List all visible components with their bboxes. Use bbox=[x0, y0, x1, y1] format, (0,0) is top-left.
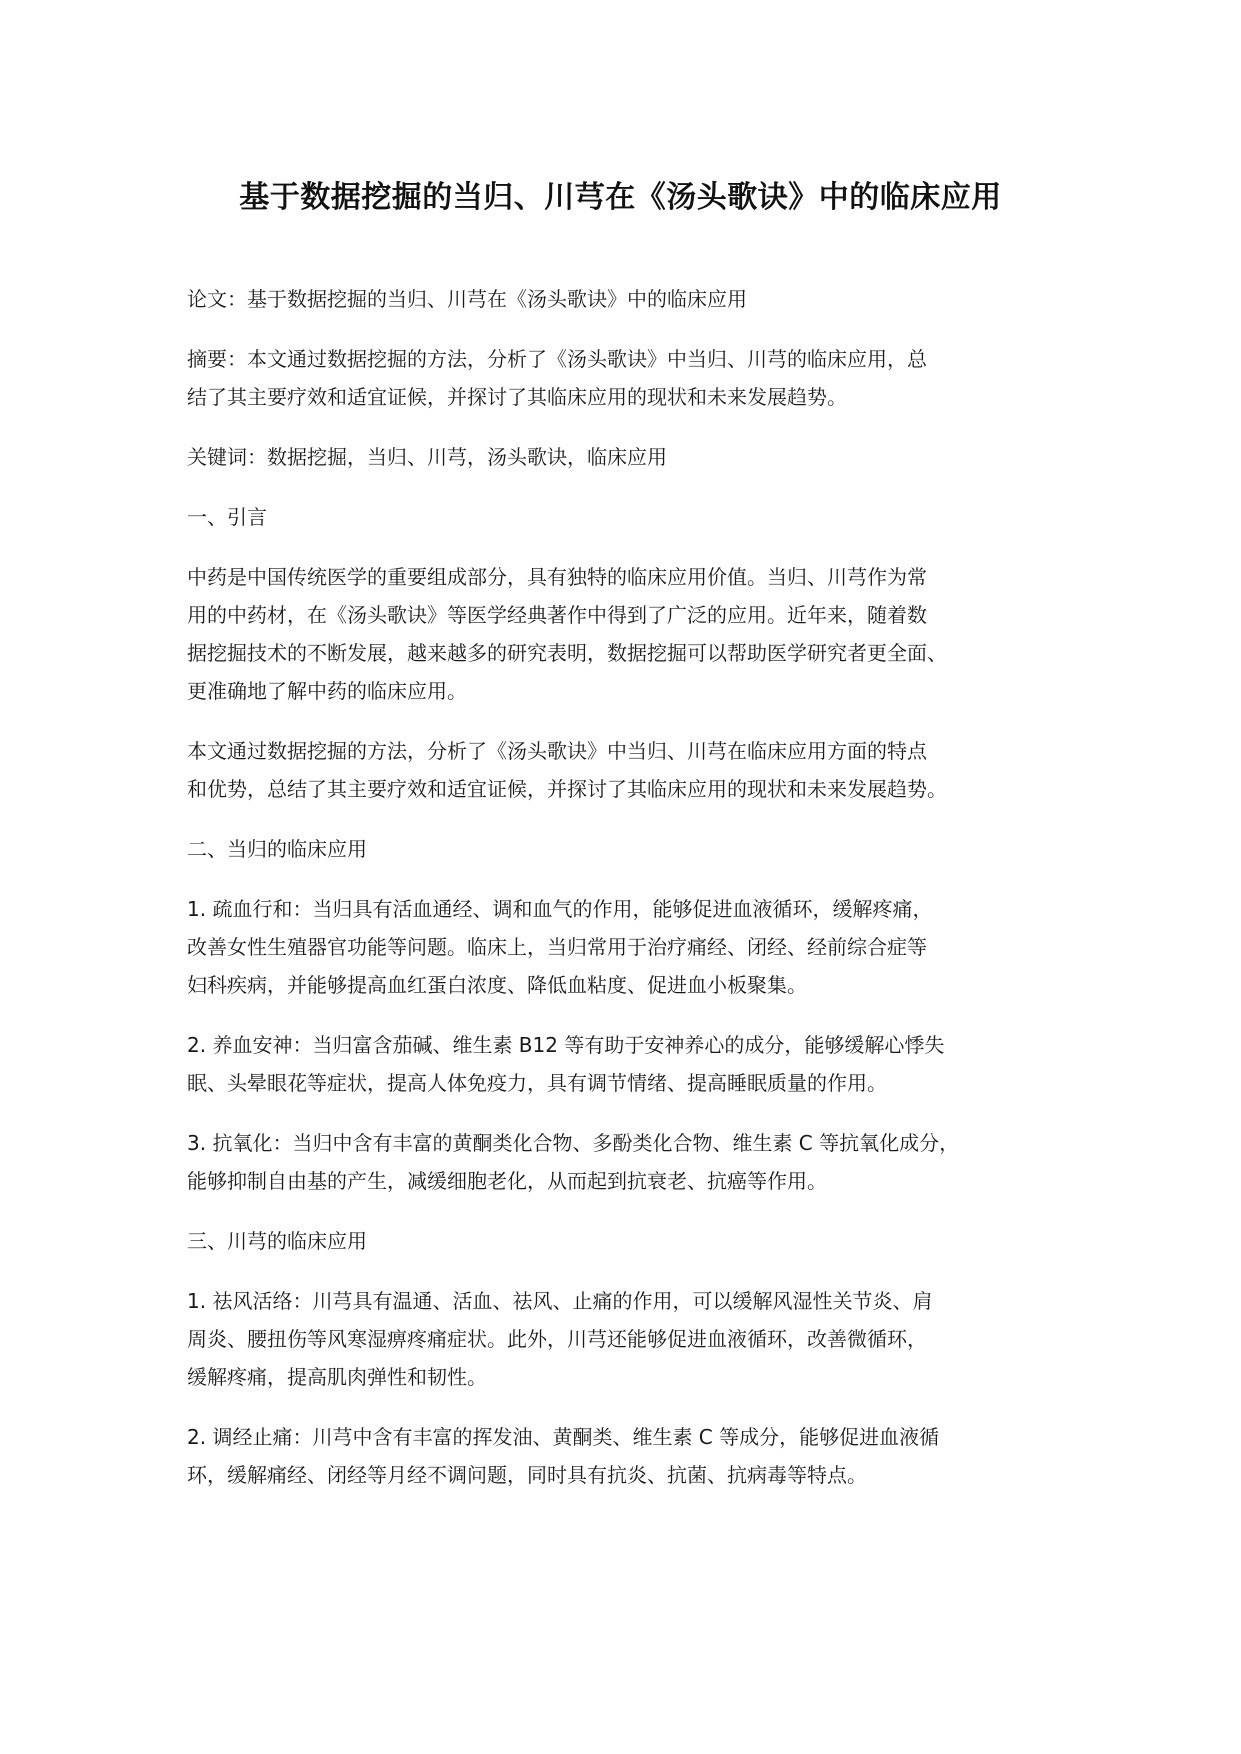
document-body bbox=[187, 280, 1067, 1516]
paragraph-line: 2. 养血安神：当归富含茄碱、维生素 B12 等有助于安神养心的成分，能够缓解心悸失 bbox=[187, 1033, 945, 1057]
section-heading-introduction: 一、引言 bbox=[187, 505, 267, 529]
paragraph-line: 和优势，总结了其主要疗效和适宜证候，并探讨了其临床应用的现状和未来发展趋势。 bbox=[187, 777, 947, 801]
paper-line-text: 论文：基于数据挖掘的当归、川芎在《汤头歌诀》中的临床应用 bbox=[187, 287, 747, 311]
section-heading-chuanxiong: 三、川芎的临床应用 bbox=[187, 1229, 367, 1253]
chuanxiong-item-1 bbox=[187, 1282, 1067, 1396]
paragraph-line: 更准确地了解中药的临床应用。 bbox=[187, 679, 467, 703]
paragraph-line: 中药是中国传统医学的重要组成部分，具有独特的临床应用价值。当归、川芎作为常 bbox=[187, 565, 927, 589]
chuanxiong-item-2 bbox=[187, 1418, 1067, 1494]
paragraph-line: 1. 祛风活络：川芎具有温通、活血、祛风、止痛的作用，可以缓解风湿性关节炎、肩 bbox=[187, 1289, 933, 1313]
paragraph-line: 本文通过数据挖掘的方法，分析了《汤头歌诀》中当归、川芎在临床应用方面的特点 bbox=[187, 739, 927, 763]
paragraph-line: 2. 调经止痛：川芎中含有丰富的挥发油、黄酮类、维生素 C 等成分，能够促进血液循 bbox=[187, 1425, 940, 1449]
danggui-item-2 bbox=[187, 1026, 1067, 1102]
paragraph-line: 3. 抗氧化：当归中含有丰富的黄酮类化合物、多酚类化合物、维生素 C 等抗氧化成分， bbox=[187, 1131, 960, 1155]
paragraph-line: 环，缓解痛经、闭经等月经不调问题，同时具有抗炎、抗菌、抗病毒等特点。 bbox=[187, 1463, 867, 1487]
introduction-paragraph-2 bbox=[187, 732, 1067, 808]
keywords-text: 关键词：数据挖掘，当归、川芎，汤头歌诀，临床应用 bbox=[187, 445, 667, 469]
abstract-paragraph bbox=[187, 340, 1067, 416]
paragraph-line: 改善女性生殖器官功能等问题。临床上，当归常用于治疗痛经、闭经、经前综合症等 bbox=[187, 935, 927, 959]
section-heading-danggui: 二、当归的临床应用 bbox=[187, 837, 367, 861]
abstract-line: 摘要：本文通过数据挖掘的方法，分析了《汤头歌诀》中当归、川芎的临床应用，总 bbox=[187, 347, 927, 371]
danggui-item-1 bbox=[187, 890, 1067, 1004]
paragraph-line: 缓解疼痛，提高肌肉弹性和韧性。 bbox=[187, 1365, 487, 1389]
paragraph-line: 能够抑制自由基的产生，减缓细胞老化，从而起到抗衰老、抗癌等作用。 bbox=[187, 1169, 827, 1193]
paragraph-line: 周炎、腰扭伤等风寒湿痹疼痛症状。此外，川芎还能够促进血液循环，改善微循环， bbox=[187, 1327, 927, 1351]
introduction-paragraph-1 bbox=[187, 558, 1067, 710]
paragraph-line: 眠、头晕眼花等症状，提高人体免疫力，具有调节情绪、提高睡眠质量的作用。 bbox=[187, 1071, 887, 1095]
abstract-line: 结了其主要疗效和适宜证候，并探讨了其临床应用的现状和未来发展趋势。 bbox=[187, 385, 847, 409]
danggui-item-3 bbox=[187, 1124, 1067, 1200]
document-title: 基于数据挖掘的当归、川芎在《汤头歌诀》中的临床应用 bbox=[239, 180, 1002, 215]
keywords-paragraph bbox=[187, 438, 1067, 476]
paragraph-line: 妇科疾病，并能够提高血红蛋白浓度、降低血粘度、促进血小板聚集。 bbox=[187, 973, 807, 997]
paragraph-line: 1. 疏血行和：当归具有活血通经、调和血气的作用，能够促进血液循环，缓解疼痛， bbox=[187, 897, 933, 921]
paragraph-line: 用的中药材，在《汤头歌诀》等医学经典著作中得到了广泛的应用。近年来，随着数 bbox=[187, 603, 927, 627]
paper-line bbox=[187, 280, 1067, 318]
paragraph-line: 据挖掘技术的不断发展，越来越多的研究表明，数据挖掘可以帮助医学研究者更全面、 bbox=[187, 641, 947, 665]
